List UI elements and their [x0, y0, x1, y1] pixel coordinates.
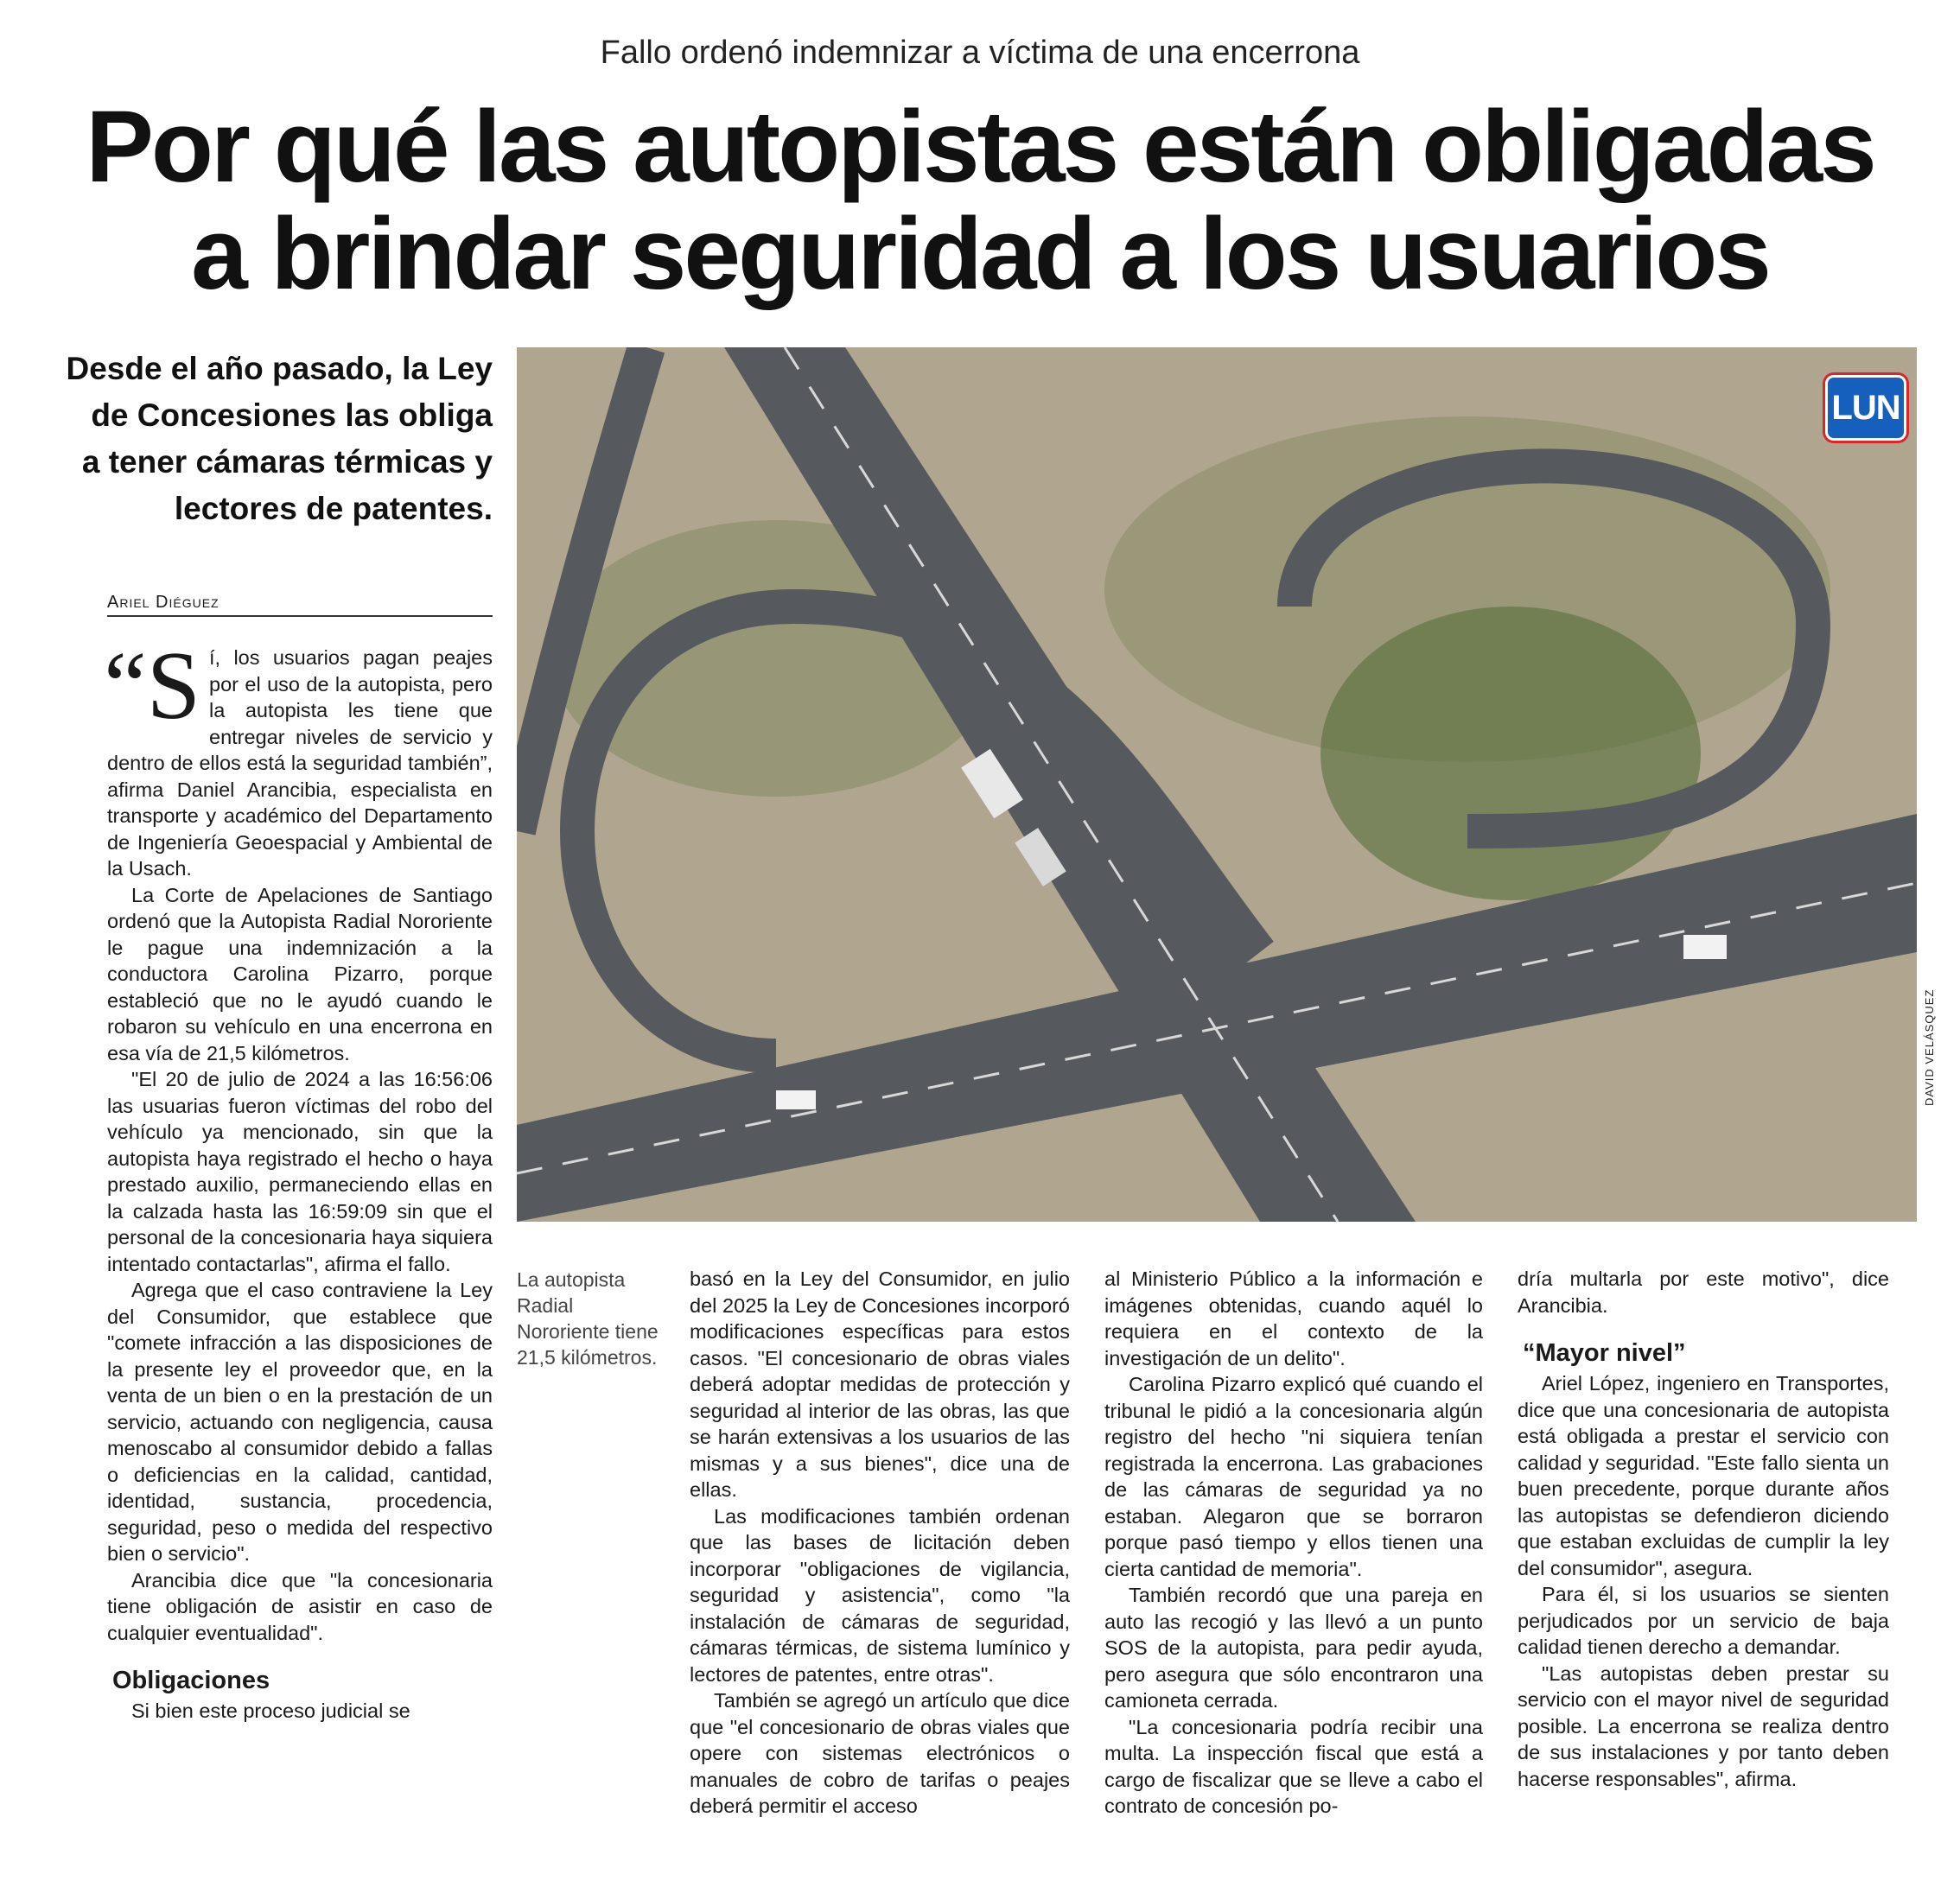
deck-line-2: de Concesiones las obliga	[91, 397, 493, 433]
subhead-mayor-nivel: “Mayor nivel”	[1523, 1339, 1686, 1367]
paragraph-2: La Corte de Apelaciones de Santiago ordenó que la Autopista Radial Nororiente le pague una indemnización a la conductora Carolina Pizarro, porque estableció que no le ayudó cuando le robaron su vehículo en una encerrona en esa vía de 21,5 kilómetros.	[107, 883, 493, 1064]
paragraph-11: Carolina Pizarro explicó qué cuando el tribunal le pidió a la concesionaria algún registro del hecho "ni siquiera tenían registrada la encerrona. Las grabaciones de las cámaras de seguridad ya no estaban. Alegaron que se borraron porque pasó tiempo y ellos tienen una cierta cantidad de memoria".	[1104, 1373, 1483, 1580]
headline	[0, 90, 1960, 311]
highway-aerial-photo	[517, 347, 1917, 1222]
highway-illustration	[517, 347, 1917, 1222]
paragraph-12: También recordó que una pareja en auto las recogió y las llevó a un punto SOS de la autopista, para pedir ayuda, pero asegura que sólo encontraron una camioneta cerrada.	[1104, 1584, 1483, 1712]
article-column-4	[1518, 1266, 1889, 1792]
paragraph-10: al Ministerio Público a la información e imágenes obtenidas, cuando aquél lo requiera en el contexto de la investigación de un delito".	[1104, 1268, 1483, 1369]
paragraph-5: Arancibia dice que "la concesionaria tiene obligación de asistir en caso de cualquier eventualidad".	[107, 1568, 493, 1644]
deck-line-4: lectores de patentes.	[174, 491, 493, 526]
paragraph-7: basó en la Ley del Consumidor, en julio del 2025 la Ley de Concesiones incorporó modificaciones específicas para estos casos. "El concesionario de obras viales deberá adoptar medidas de protección y seguridad al interior de las obras, las que se harán extensivas a los usuarios de las mismas y a sus bienes", dice una de ellas.	[690, 1268, 1070, 1501]
headline-line-2: a brindar seguridad a los usuarios	[191, 197, 1769, 311]
paragraph-17: "Las autopistas deben prestar su servicio con el mayor nivel de seguridad posible. La encerrona se realiza dentro de sus instalaciones y por tanto deben hacerse responsables", afirma.	[1518, 1661, 1889, 1790]
deck-line-3: a tener cámaras térmicas y	[81, 444, 493, 480]
article-column-3	[1104, 1266, 1483, 1820]
subhead-obligaciones: Obligaciones	[112, 1667, 270, 1694]
article-column-1	[104, 632, 493, 1725]
drop-cap	[104, 632, 201, 740]
paragraph-15: Ariel López, ingeniero en Transportes, dice que una concesionaria de autopista está obligada a prestar el servicio con calidad y seguridad. "Este fallo sienta un buen precedente, porque durante años las autopistas se defendieron diciendo que estaban excluidas de cumplir la ley del consumidor", asegura.	[1518, 1372, 1889, 1579]
headline-line-1: Por qué las autopistas están obligadas	[86, 90, 1874, 204]
paragraph-14: dría multarla por este motivo", dice Arancibia.	[1518, 1268, 1889, 1317]
deck	[26, 346, 493, 532]
paragraph-16: Para él, si los usuarios se sienten perjudicados por un servicio de baja calidad tienen derecho a demandar.	[1518, 1583, 1889, 1658]
lun-logo: LUN	[1825, 375, 1906, 441]
article-column-2	[690, 1266, 1070, 1820]
kicker: Fallo ordenó indemnizar a víctima de una encerrona	[600, 35, 1360, 71]
paragraph-6: Si bien este proceso judicial se	[131, 1700, 410, 1722]
photo-credit: DAVID VELÁSQUEZ	[1923, 988, 1936, 1106]
paragraph-8: Las modificaciones también ordenan que las bases de licitación deben incorporar "obligaciones de vigilancia, seguridad y asistencia", como "la instalación de cámaras de seguridad, cámaras térmicas, de sistema lumínico y lectores de patentes, entre otras".	[690, 1504, 1070, 1686]
car	[1683, 935, 1727, 959]
paragraph-9: También se agregó un artículo que dice que "el concesionario de obras viales que opere con sistemas electrónicos o manuales de cobro de tarifas o peajes deberá permitir el acceso	[690, 1689, 1070, 1817]
byline: Ariel Diéguez	[107, 593, 493, 617]
paragraph-4: Agrega que el caso contraviene la Ley del Consumidor, que establece que "comete infracción a las disposiciones de la presente ley el proveedor que, en la venta de un bien o en la prestación de un servicio, actuando con negligencia, causa menoscabo al consumidor debido a fallas o deficiencias en la calidad, cantidad, identidad, sustancia, procedencia, seguridad, peso o medida del respectivo bien o servicio".	[107, 1279, 493, 1565]
paragraph-13: "La concesionaria podría recibir una multa. La inspección fiscal que está a cargo de fiscalizar que se lleve a cabo el contrato de concesión po-	[1104, 1715, 1483, 1817]
paragraph-3: "El 20 de julio de 2024 a las 16:56:06 las usuarias fueron víctimas del robo del vehículo ya mencionado, sin que la autopista haya registrado el hecho o haya prestado auxilio, permaneciendo ellas en la calzada hasta las 16:59:09 sin que el personal de la concesionaria haya siquiera intentado contactarlas", afirma el fallo.	[107, 1068, 493, 1275]
deck-line-1: Desde el año pasado, la Ley	[66, 351, 493, 386]
car	[776, 1090, 816, 1109]
vegetation-patch	[1320, 607, 1701, 900]
open-quote: “	[104, 632, 147, 740]
paragraph-1-text: í, los usuarios pagan peajes por el uso de la autopista, pero la autopista les tiene que entregar niveles de servicio y dentro de ellos está la seguridad también”, afirma Daniel Arancibia, especialista en transporte y académico del Departamento de Ingeniería Geoespacial y Ambiental de la Usach.	[107, 646, 493, 880]
paragraph-1	[104, 632, 493, 882]
photo-caption: La autopista Radial Nororiente tiene 21,5 kilómetros.	[517, 1268, 659, 1369]
drop-cap-letter: S	[146, 632, 201, 740]
